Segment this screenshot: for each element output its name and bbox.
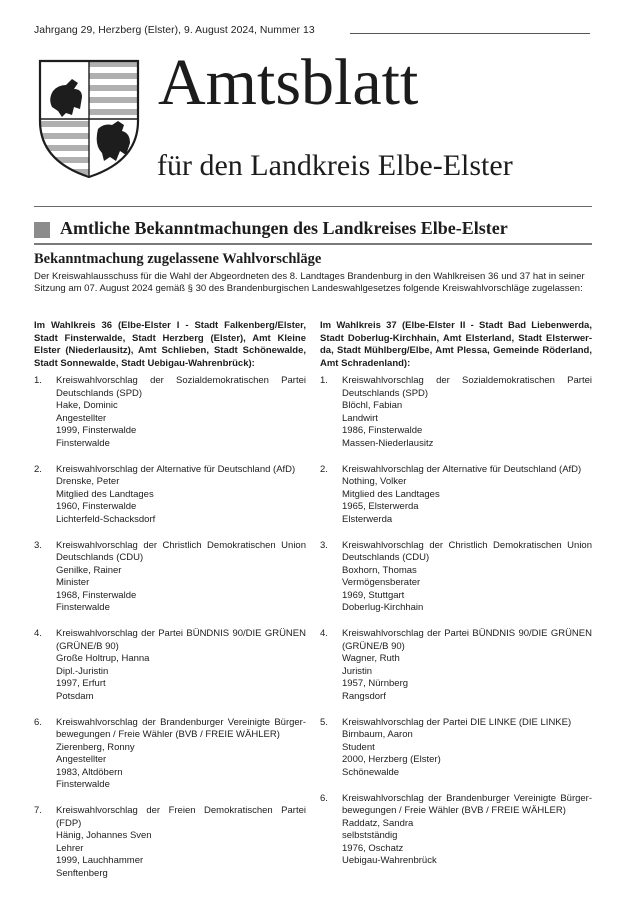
entry-number: 1. — [34, 375, 42, 386]
entry-birth: 1968, Finsterwalde — [56, 589, 137, 601]
masthead-subtitle: für den Landkreis Elbe-Elster — [157, 149, 513, 182]
list-item — [320, 375, 592, 450]
list-item — [34, 805, 306, 880]
list-item — [34, 464, 306, 527]
entry-residence: Elsterwerda — [342, 513, 393, 525]
entry-occupation: Lehrer — [56, 842, 84, 854]
issue-line: Jahrgang 29, Herzberg (Elster), 9. August 2024, Nummer 13 — [34, 25, 315, 36]
entry-number: 1. — [320, 375, 328, 386]
entry-name: Wagner, Ruth — [342, 653, 400, 664]
entry-name: Blöchl, Fabian — [342, 400, 403, 411]
district-heading: Im Wahlkreis 37 (Elbe-Elster II - Stadt Bad Liebenwerda, Stadt Doberlug-Kirchhain, Amt Elsterland, Stadt Elsterwer- da, Stadt Mühlberg/Elbe, Amt Plessa, Gemeinde Röderland, Amt Schradenland): — [320, 320, 592, 369]
entry-occupation: Juristin — [342, 665, 373, 677]
masthead-rule — [34, 206, 592, 207]
entry-birth: 1976, Oschatz — [342, 842, 404, 854]
entry-proposal: Kreiswahlvorschlag der Partei DIE LINKE (DIE LINKE) — [342, 716, 572, 728]
entry-proposal: Kreiswahlvorschlag der Partei BÜNDNIS 90/DIE GRÜNEN (GRÜNE/B 90) — [342, 628, 592, 652]
entry-number: 3. — [34, 539, 42, 551]
entry-proposal: Kreiswahlvorschlag der Brandenburger Vereinigte Bürger- bewegungen / Freie Wähler (BVB / FREIE WÄHLER) — [342, 792, 592, 816]
entry-birth: 1957, Nürnberg — [342, 678, 409, 689]
column-left — [34, 320, 306, 894]
list-item — [320, 464, 592, 527]
entry-occupation: Mitglied des Landtages — [56, 488, 154, 500]
entry-number: 2. — [320, 463, 328, 475]
entry-number: 4. — [320, 628, 328, 639]
entry-birth: 1986, Finsterwalde — [342, 425, 423, 436]
entry-occupation: selbstständig — [342, 830, 398, 841]
entry-residence: Massen-Niederlausitz — [342, 437, 434, 449]
list-item — [320, 717, 592, 780]
entry-occupation: Vermögensberater — [342, 577, 421, 588]
entry-number: 2. — [34, 463, 42, 475]
coat-of-arms-icon — [38, 59, 140, 179]
entry-name: Boxhorn, Thomas — [342, 564, 417, 576]
section-title: Amtliche Bekanntmachungen des Landkreises Elbe-Elster — [60, 218, 508, 238]
entry-birth: 2000, Herzberg (Elster) — [342, 754, 441, 765]
entry-birth: 1997, Erfurt — [56, 678, 106, 689]
district-heading: Im Wahlkreis 36 (Elbe-Elster I - Stadt Falkenberg/Elster, Stadt Finsterwalde, Stadt Herzberg (Elster), Amt Kleine Elster (Niederlausitz), Amt Schlieben, Stadt Schönewalde, Stadt Sonnewalde, Stadt Uebigau-Wahrenbrück): — [34, 320, 306, 369]
entry-occupation: Angestellter — [56, 754, 107, 765]
entry-residence: Finsterwalde — [56, 779, 110, 790]
entry-occupation: Angestellter — [56, 412, 107, 424]
header-rule — [350, 33, 590, 34]
entry-name: Hake, Dominic — [56, 400, 118, 411]
list-item — [34, 540, 306, 615]
entry-proposal: Kreiswahlvorschlag der Freien Demokratischen Partei (FDP) — [56, 805, 306, 829]
entry-occupation: Minister — [56, 577, 90, 588]
entry-proposal: Kreiswahlvorschlag der Brandenburger Vereinigte Bürger- bewegungen / Freie Wähler (BVB / FREIE WÄHLER) — [56, 716, 306, 740]
entry-occupation: Landwirt — [342, 412, 378, 424]
list-item — [320, 540, 592, 615]
entry-name: Nothing, Volker — [342, 476, 407, 487]
notice-intro: Der Kreiswahlausschuss für die Wahl der Abgeordneten des 8. Landtages Brandenburg in den Wahlkreisen 36 und 37 hat in seiner Sitzung am 07. August 2024 gemäß § 30 des Brandenburgischen Landeswahlgesetzes folgende Kreiswahlvorschläge zugelassen: — [34, 271, 585, 295]
list-item — [34, 628, 306, 703]
entry-name: Hänig, Johannes Sven — [56, 830, 152, 841]
entry-number: 3. — [320, 539, 328, 551]
entry-residence: Lichterfeld-Schacksdorf — [56, 513, 156, 525]
entry-proposal: Kreiswahlvorschlag der Sozialdemokratischen Partei Deutschlands (SPD) — [342, 375, 592, 399]
entry-birth: 1999, Finsterwalde — [56, 425, 137, 436]
list-item — [34, 375, 306, 450]
entry-occupation: Student — [342, 741, 375, 753]
entry-number: 6. — [320, 792, 328, 804]
entry-residence: Uebigau-Wahrenbrück — [342, 855, 437, 866]
section-rule — [34, 243, 592, 245]
entry-residence: Finsterwalde — [56, 437, 110, 449]
entry-birth: 1969, Stuttgart — [342, 589, 405, 601]
entry-residence: Doberlug-Kirchhain — [342, 602, 424, 613]
entry-name: Zierenberg, Ronny — [56, 741, 135, 753]
entry-birth: 1965, Elsterwerda — [342, 501, 419, 512]
entry-number: 6. — [34, 716, 42, 728]
entry-residence: Rangsdorf — [342, 690, 386, 702]
entry-proposal: Kreiswahlvorschlag der Alternative für Deutschland (AfD) — [56, 463, 296, 475]
entry-name: Drenske, Peter — [56, 476, 120, 487]
entry-number: 4. — [34, 628, 42, 639]
list-item — [320, 793, 592, 868]
entry-proposal: Kreiswahlvorschlag der Christlich Demokratischen Union Deutschlands (CDU) — [56, 539, 306, 563]
entry-proposal: Kreiswahlvorschlag der Christlich Demokratischen Union Deutschlands (CDU) — [342, 539, 592, 563]
entry-residence: Finsterwalde — [56, 602, 110, 613]
entry-residence: Senftenberg — [56, 867, 108, 879]
entry-birth: 1999, Lauchhammer — [56, 855, 144, 866]
entry-number: 5. — [320, 716, 328, 728]
masthead-title: Amtsblatt — [158, 46, 419, 119]
entry-proposal: Kreiswahlvorschlag der Alternative für Deutschland (AfD) — [342, 463, 582, 475]
entry-residence: Schönewalde — [342, 766, 400, 778]
entry-number: 7. — [34, 805, 42, 816]
section-marker-icon — [34, 222, 50, 238]
entry-name: Große Holtrup, Hanna — [56, 653, 150, 664]
entry-occupation: Mitglied des Landtages — [342, 488, 440, 500]
entry-name: Raddatz, Sandra — [342, 817, 414, 829]
entry-name: Genilke, Rainer — [56, 564, 122, 576]
column-right — [320, 320, 592, 881]
entry-occupation: Dipl.-Juristin — [56, 665, 109, 677]
list-item — [34, 717, 306, 792]
entry-birth: 1983, Altdöbern — [56, 766, 123, 778]
entry-birth: 1960, Finsterwalde — [56, 501, 137, 512]
entry-name: Birnbaum, Aaron — [342, 729, 413, 740]
notice-title: Bekanntmachung zugelassene Wahlvorschläge — [34, 251, 322, 267]
entry-proposal: Kreiswahlvorschlag der Sozialdemokratischen Partei Deutschlands (SPD) — [56, 375, 306, 399]
list-item — [320, 628, 592, 703]
entry-proposal: Kreiswahlvorschlag der Partei BÜNDNIS 90/DIE GRÜNEN (GRÜNE/B 90) — [56, 628, 306, 652]
entry-residence: Potsdam — [56, 690, 94, 702]
